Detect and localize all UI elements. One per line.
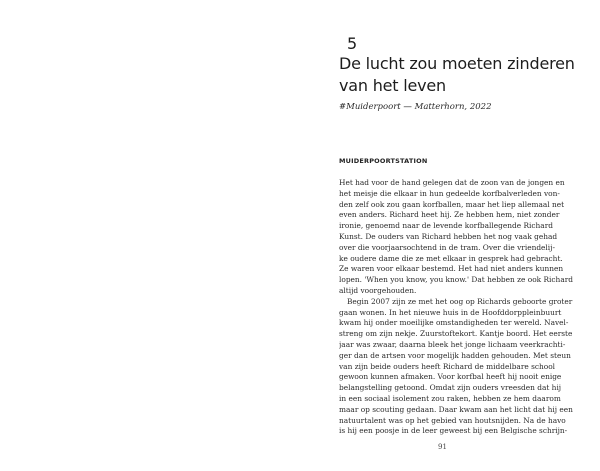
- chapter-number: 5: [347, 34, 358, 53]
- text-line: Ze waren voor elkaar bestemd. Het had niet anders kunnen: [339, 264, 564, 274]
- text-line: even anders. Richard heet hij. Ze hebben hem, niet zonder: [339, 210, 560, 220]
- text-line: ke oudere dame die ze met elkaar in gesprek had gebracht.: [339, 253, 563, 263]
- chapter-title-line: van het leven: [339, 76, 446, 95]
- chapter-title-line: De lucht zou moeten zinderen: [339, 54, 575, 73]
- section-heading: MUIDERPOORTSTATION: [339, 157, 428, 165]
- text-line: maar op scouting gedaan. Daar kwam aan het licht dat hij een: [339, 404, 573, 414]
- text-line: gaan wonen. In het nieuwe huis in de Hoofddorppleinbuurt: [339, 307, 562, 317]
- text-line: Kunst. De ouders van Richard hebben het nog vaak gehad: [339, 231, 558, 241]
- text-line: in een sociaal isolement zou raken, hebben ze hem daarom: [339, 393, 561, 403]
- text-line: den zelf ook zou gaan korfballen, maar het liep allemaal net: [339, 199, 565, 209]
- text-line: natuurtalent was op het gebied van houtsnijden. Na de havo: [339, 415, 566, 425]
- text-line: lopen. 'When you know, you know.' Dat hebben ze ook Richard: [339, 275, 573, 285]
- text-line: van zijn beide ouders heeft Richard de middelbare school: [339, 361, 556, 371]
- text-line: kwam hij onder moeilijke omstandigheden ter wereld. Navel-: [339, 318, 569, 328]
- chapter-title: [339, 53, 579, 97]
- text-line: ironie, genoemd naar de levende korfballegende Richard: [339, 221, 553, 231]
- text-line: het meisje die elkaar in hun gedeelde korfbalverleden von-: [339, 188, 560, 198]
- text-line: gewoon kunnen afmaken. Voor korfbal heeft hij nooit enige: [339, 372, 562, 382]
- text-line: jaar was zwaar, daarna bleek het jonge lichaam veerkrachti-: [339, 339, 566, 349]
- text-line: altijd voorgehouden.: [339, 285, 417, 295]
- text-line: belangstelling getoond. Omdat zijn ouders vreesden dat hij: [339, 383, 562, 393]
- chapter-subtitle: #Muiderpoort — Matterhorn, 2022: [339, 102, 492, 112]
- text-line: is hij een poosje in de leer geweest bij een Belgische schrijn-: [339, 426, 568, 436]
- text-line: Begin 2007 zijn ze met het oog op Richards geboorte groter: [347, 296, 573, 306]
- body-text: [339, 178, 579, 437]
- page-number: 91: [438, 443, 447, 451]
- text-line: ger dan de artsen voor mogelijk hadden gehouden. Met steun: [339, 350, 571, 360]
- text-line: over die voorjaarsochtend in de tram. Over die vriendelij-: [339, 242, 555, 252]
- text-line: streng om zijn nekje. Zuurstoftekort. Kantje boord. Het eerste: [339, 329, 573, 339]
- text-line: Het had voor de hand gelegen dat de zoon van de jongen en: [339, 178, 565, 187]
